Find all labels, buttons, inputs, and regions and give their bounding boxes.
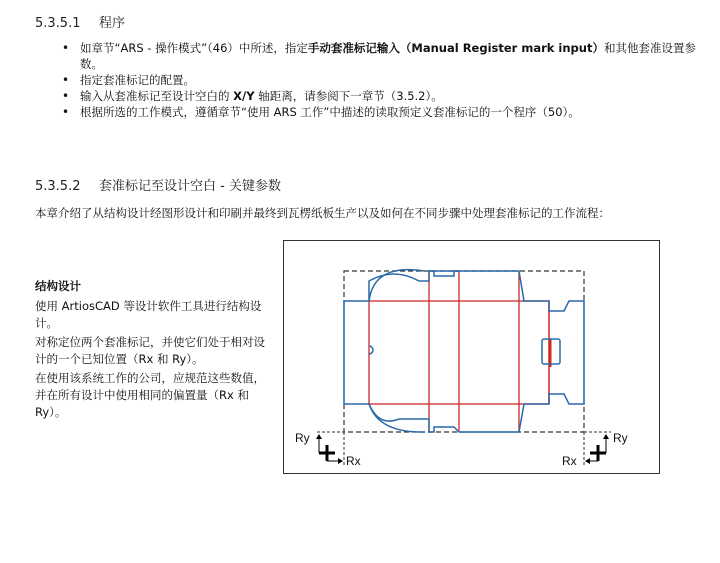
register-mark-left [316,432,344,465]
rx-label-right: Rx [562,454,577,468]
sidebar-paragraph: 对称定位两个套准标记，并使它们处于相对设计的一个已知位置（Rx 和 Ry）。 [35,335,265,366]
structural-design-text [35,278,275,423]
ry-label-right: Ry [613,431,628,445]
sidebar-paragraph: 使用 ArtiosCAD 等设计软件工具进行结构设计。 [35,299,262,330]
dieline-svg [284,241,659,473]
section-heading-2 [35,175,281,194]
list-item: • 如章节“ARS - 操作模式”（46）中所述，指定手动套准标记输入（Manual Register mark input）和其他套准设置参数。 [60,40,700,72]
rx-label-left: Rx [346,454,361,468]
sidebar-title: 结构设计 [35,279,81,293]
list-item: • 指定套准标记的配置。 [60,72,700,88]
section-heading-1 [35,12,125,31]
section-title: 套准标记至设计空白 - 关键参数 [99,179,281,194]
cut-lines [344,270,584,432]
list-item: • 输入从套准标记至设计空白的 X/Y 轴距离，请参阅下一章节（3.5.2）。 [60,88,700,104]
sidebar-paragraph: 在使用该系统工作的公司，应规范这些数值，并在所有设计中使用相同的偏置量（Rx 和 Ry）。 [35,371,265,419]
register-mark-right [584,432,611,465]
section-number: 5.3.5.2 [35,179,81,194]
design-blank-outline [344,271,584,432]
ry-label-left: Ry [295,431,310,445]
procedure-list [60,40,700,120]
section-number: 5.3.5.1 [35,16,81,31]
section-title: 程序 [99,16,126,31]
intro-text: 本章介绍了从结构设计经图形设计和印刷并最终到瓦楞纸板生产以及如何在不同步骤中处理套准标记的工作流程： [35,206,610,220]
box-dieline-diagram [283,240,660,474]
list-item: • 根据所选的工作模式，遵循章节“使用 ARS 工作”中描述的读取预定义套准标记的一个程序（50）。 [60,104,700,120]
